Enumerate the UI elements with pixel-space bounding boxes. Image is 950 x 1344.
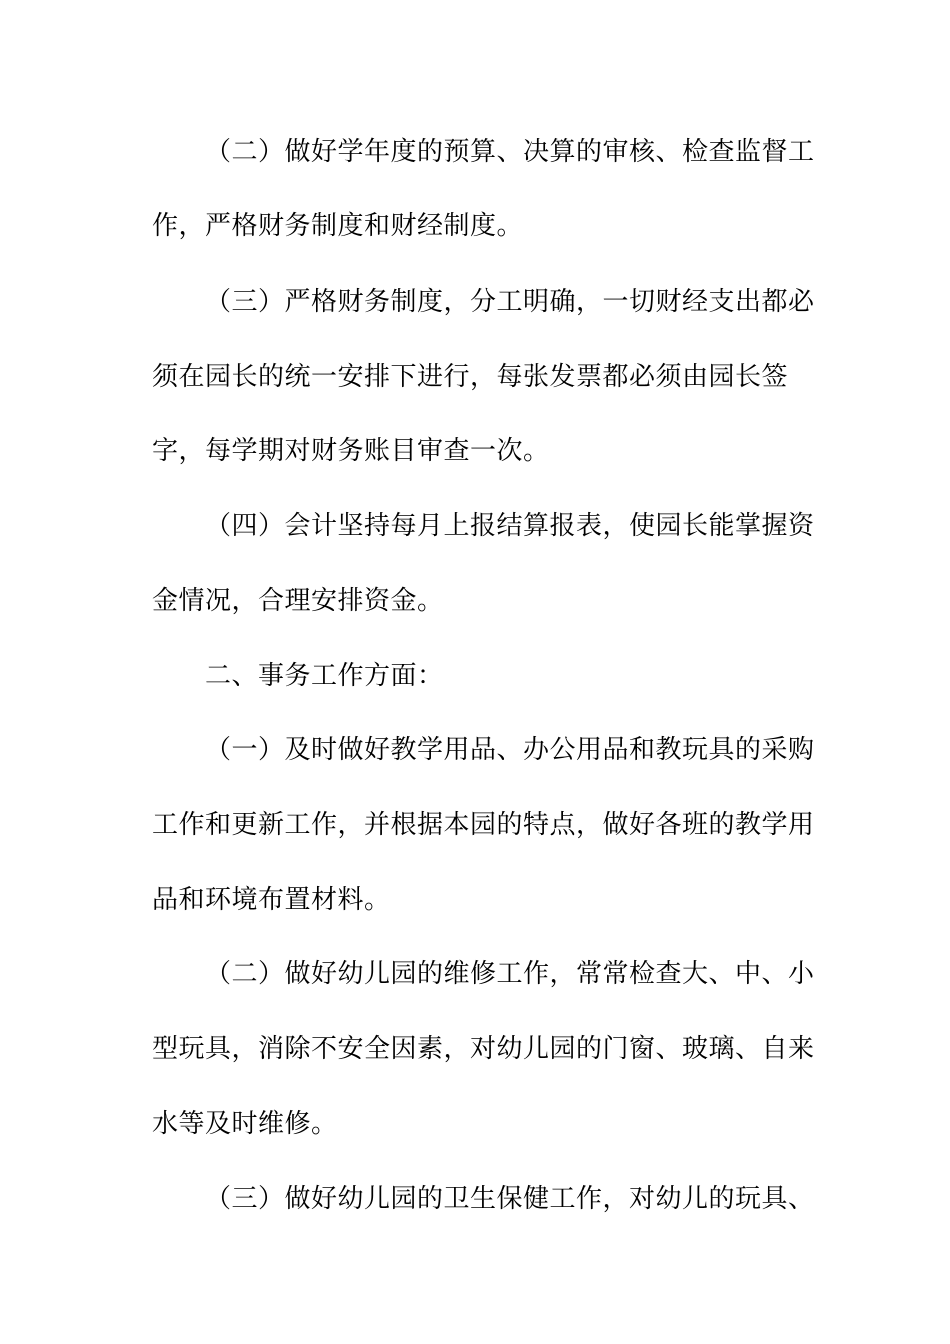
paragraph-line-2: 作，严格财务制度和财经制度。 — [152, 211, 524, 241]
paragraph-line-3: （三）严格财务制度，分工明确，一切财经支出都必 — [205, 287, 815, 317]
paragraph-line-6: （四）会计坚持每月上报结算报表，使园长能掌握资 — [205, 511, 815, 541]
paragraph-line-14: 水等及时维修。 — [152, 1109, 338, 1139]
paragraph-line-12: （二）做好幼儿园的维修工作，常常检查大、中、小 — [205, 959, 815, 989]
paragraph-line-15: （三）做好幼儿园的卫生保健工作，对幼儿的玩具、 — [205, 1184, 815, 1214]
paragraph-line-10: 工作和更新工作，并根据本园的特点，做好各班的教学用 — [152, 810, 815, 840]
paragraph-line-4: 须在园长的统一安排下进行，每张发票都必须由园长签 — [152, 362, 789, 392]
paragraph-line-13: 型玩具，消除不安全因素，对幼儿园的门窗、玻璃、自来 — [152, 1034, 815, 1064]
paragraph-line-5: 字，每学期对财务账目审查一次。 — [152, 436, 550, 466]
paragraph-line-1: （二）做好学年度的预算、决算的审核、检查监督工 — [205, 137, 815, 167]
paragraph-line-11: 品和环境布置材料。 — [152, 885, 391, 915]
section-heading: 二、事务工作方面： — [205, 661, 444, 691]
paragraph-line-9: （一）及时做好教学用品、办公用品和教玩具的采购 — [205, 735, 815, 765]
paragraph-line-7: 金情况，合理安排资金。 — [152, 586, 444, 616]
